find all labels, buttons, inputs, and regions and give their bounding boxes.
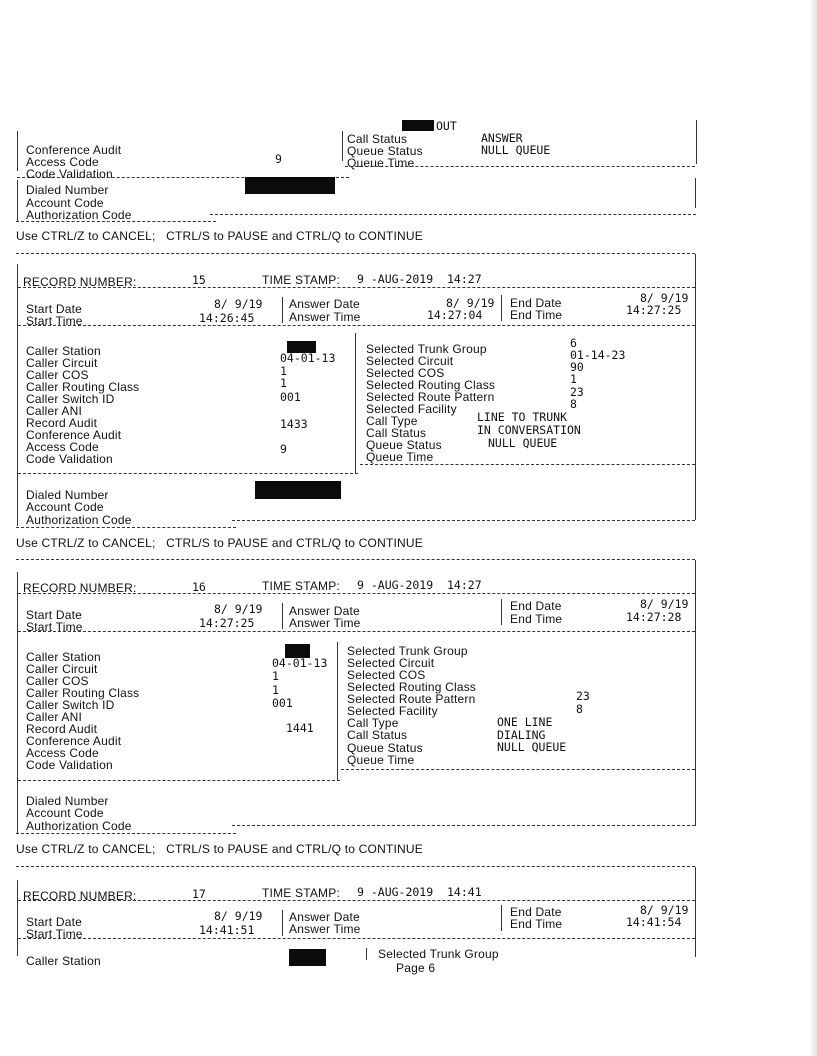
label-caller-cos: Caller COS <box>26 368 89 382</box>
label-end-time: End Time <box>510 612 563 626</box>
label-caller-station: Caller Station <box>26 344 101 358</box>
value-caller-switch-id: 001 <box>272 696 293 710</box>
label-start-time: Start Time <box>26 620 83 634</box>
left-border <box>17 880 18 956</box>
value-start-time: 14:41:51 <box>199 923 255 937</box>
page-number: Page 6 <box>396 961 436 975</box>
value-start-date: 8/ 9/19 <box>214 909 263 923</box>
label-queue-time: Queue Time <box>347 156 415 170</box>
column-divider <box>342 131 343 161</box>
record-number: 15 <box>192 273 206 287</box>
label-selected-circuit: Selected Circuit <box>366 354 454 368</box>
label-queue-time: Queue Time <box>347 753 415 767</box>
label-start-date: Start Date <box>26 302 83 316</box>
value-start-date: 8/ 9/19 <box>214 297 263 311</box>
label-selected-trunk-group: Selected Trunk Group <box>378 947 499 961</box>
label-selected-route-pattern: Selected Route Pattern <box>366 390 495 404</box>
label-queue-time: Queue Time <box>366 450 434 464</box>
redaction <box>245 177 335 194</box>
label-code-validation: Code Validation <box>26 758 113 772</box>
label-queue-status: Queue Status <box>347 144 423 158</box>
dashed-rule <box>18 631 695 632</box>
label-selected-cos: Selected COS <box>347 668 426 682</box>
column-divider <box>366 948 367 960</box>
label-start-date: Start Date <box>26 915 83 929</box>
label-caller-circuit: Caller Circuit <box>26 356 98 370</box>
value-answer-date: 8/ 9/19 <box>446 296 495 310</box>
label-account-code: Account Code <box>26 806 104 820</box>
label-access-code: Access Code <box>26 155 99 169</box>
time-stamp: 9 -AUG-2019 14:41 <box>357 885 482 899</box>
label-caller-switch-id: Caller Switch ID <box>26 392 115 406</box>
value-end-date: 8/ 9/19 <box>640 291 689 305</box>
label-selected-routing-class: Selected Routing Class <box>347 680 477 694</box>
label-record-number: RECORD NUMBER: <box>23 581 137 595</box>
label-end-date: End Date <box>510 905 562 919</box>
dashed-rule <box>16 833 236 834</box>
value-caller-switch-id: 001 <box>280 390 301 404</box>
label-access-code: Access Code <box>26 440 99 454</box>
column-divider <box>501 295 502 321</box>
label-selected-trunk-group: Selected Trunk Group <box>347 644 468 658</box>
label-caller-circuit: Caller Circuit <box>26 662 98 676</box>
dashed-rule <box>16 527 236 528</box>
label-record-number: RECORD NUMBER: <box>23 275 137 289</box>
label-selected-routing-class: Selected Routing Class <box>366 378 496 392</box>
record-number: 16 <box>192 580 206 594</box>
label-end-date: End Date <box>510 296 562 310</box>
column-divider <box>337 642 338 780</box>
value-selected-facility: 8 <box>576 702 583 716</box>
left-border <box>17 264 18 526</box>
column-divider <box>282 297 283 323</box>
label-end-time: End Time <box>510 917 563 931</box>
value-selected-circuit: 01-14-23 <box>570 348 626 362</box>
redaction <box>289 949 326 966</box>
label-call-status: Call Status <box>347 728 408 742</box>
dashed-rule <box>16 866 695 867</box>
label-call-type: Call Type <box>347 716 399 730</box>
label-queue-status: Queue Status <box>366 438 442 452</box>
dashed-rule <box>16 559 695 560</box>
dashed-rule <box>16 221 216 222</box>
label-selected-circuit: Selected Circuit <box>347 656 435 670</box>
value-answer-time: 14:27:04 <box>427 308 483 322</box>
value-record-audit: 1433 <box>280 417 308 431</box>
column-divider <box>355 333 356 473</box>
value-record-audit: 1441 <box>286 721 314 735</box>
dashed-rule <box>232 520 695 521</box>
label-account-code: Account Code <box>26 196 104 210</box>
dashed-rule <box>210 214 696 215</box>
label-start-date: Start Date <box>26 608 83 622</box>
label-code-validation: Code Validation <box>26 167 113 181</box>
label-time-stamp: TIME STAMP: <box>262 886 340 900</box>
label-selected-cos: Selected COS <box>366 366 445 380</box>
right-border <box>696 120 697 164</box>
label-answer-date: Answer Date <box>289 297 360 311</box>
label-conference-audit: Conference Audit <box>26 734 122 748</box>
time-stamp: 9 -AUG-2019 14:27 <box>357 272 482 286</box>
record-number: 17 <box>192 887 206 901</box>
dashed-rule <box>18 593 695 594</box>
label-caller-switch-id: Caller Switch ID <box>26 698 115 712</box>
value-start-time: 14:26:45 <box>199 311 255 325</box>
label-record-audit: Record Audit <box>26 722 98 736</box>
label-dialed-number: Dialed Number <box>26 488 109 502</box>
dashed-rule <box>18 780 340 781</box>
label-end-time: End Time <box>510 308 563 322</box>
value-caller-cos: 1 <box>272 669 279 683</box>
label-authorization-code: Authorization Code <box>26 513 132 527</box>
label-caller-station: Caller Station <box>26 954 101 968</box>
label-selected-route-pattern: Selected Route Pattern <box>347 692 476 706</box>
label-caller-ani: Caller ANI <box>26 404 83 418</box>
label-selected-facility: Selected Facility <box>347 704 438 718</box>
value-call-status: DIALING <box>497 728 546 742</box>
column-divider <box>282 910 283 936</box>
label-conference-audit: Conference Audit <box>26 428 122 442</box>
label-time-stamp: TIME STAMP: <box>262 579 340 593</box>
value-access-code: 9 <box>280 442 287 456</box>
scan-edge <box>809 0 817 1056</box>
value-caller-cos: 1 <box>280 364 287 378</box>
value-end-time: 14:41:54 <box>626 915 682 929</box>
dashed-rule <box>232 825 695 826</box>
label-record-number: RECORD NUMBER: <box>23 889 137 903</box>
value-selected-routing-class: 1 <box>570 372 577 386</box>
left-border <box>17 572 18 834</box>
label-dialed-number: Dialed Number <box>26 183 109 197</box>
value-selected-cos: 90 <box>570 360 584 374</box>
left-border <box>17 131 18 171</box>
label-call-status: Call Status <box>347 132 408 146</box>
label-start-time: Start Time <box>26 927 83 941</box>
dashed-rule <box>18 473 358 474</box>
value-queue-status: NULL QUEUE <box>497 740 567 754</box>
right-border <box>695 254 696 520</box>
label-selected-trunk-group: Selected Trunk Group <box>366 342 487 356</box>
value-start-date: 8/ 9/19 <box>214 602 263 616</box>
label-answer-date: Answer Date <box>289 604 360 618</box>
label-caller-routing-class: Caller Routing Class <box>26 686 140 700</box>
label-caller-station: Caller Station <box>26 650 101 664</box>
control-hint: Use CTRL/Z to CANCEL; CTRL/S to PAUSE and CTRL/Q to CONTINUE <box>16 842 423 856</box>
label-queue-status: Queue Status <box>347 741 423 755</box>
label-account-code: Account Code <box>26 500 104 514</box>
value-call-status: ANSWER <box>481 131 523 145</box>
redaction <box>255 481 341 499</box>
value-end-date: 8/ 9/19 <box>640 903 689 917</box>
left-border <box>17 180 18 222</box>
dashed-rule <box>345 166 695 167</box>
dashed-rule <box>18 900 695 901</box>
control-hint: Use CTRL/Z to CANCEL; CTRL/S to PAUSE and CTRL/Q to CONTINUE <box>16 536 423 550</box>
value-queue-status: NULL QUEUE <box>481 143 551 157</box>
dashed-rule <box>341 769 695 770</box>
label-caller-routing-class: Caller Routing Class <box>26 380 140 394</box>
value-call-type: ONE LINE <box>497 715 553 729</box>
value-selected-route-pattern: 23 <box>570 385 584 399</box>
label-end-date: End Date <box>510 599 562 613</box>
value-caller-routing-class: 1 <box>280 376 287 390</box>
label-caller-ani: Caller ANI <box>26 710 83 724</box>
dashed-rule <box>18 325 695 326</box>
dashed-rule <box>18 287 695 288</box>
dashed-rule <box>16 253 695 254</box>
value-access-code: 9 <box>275 152 282 166</box>
value-caller-circuit: 04-01-13 <box>280 351 336 365</box>
value-end-time: 14:27:28 <box>626 610 682 624</box>
value-selected-facility: 8 <box>570 397 577 411</box>
value-queue-status: NULL QUEUE <box>488 436 558 450</box>
control-hint: Use CTRL/Z to CANCEL; CTRL/S to PAUSE and CTRL/Q to CONTINUE <box>16 229 423 243</box>
label-caller-cos: Caller COS <box>26 674 89 688</box>
label-answer-time: Answer Time <box>289 310 361 324</box>
label-call-type: Call Type <box>366 414 418 428</box>
right-border <box>695 178 696 208</box>
label-authorization-code: Authorization Code <box>26 208 132 222</box>
label-selected-facility: Selected Facility <box>366 402 457 416</box>
label-start-time: Start Time <box>26 314 83 328</box>
label-call-status: Call Status <box>366 426 427 440</box>
dashed-rule <box>18 938 695 939</box>
label-code-validation: Code Validation <box>26 452 113 466</box>
label-conference-audit: Conference Audit <box>26 143 122 157</box>
label-time-stamp: TIME STAMP: <box>262 273 340 287</box>
value-end-time: 14:27:25 <box>626 303 682 317</box>
value-selected-route-pattern: 23 <box>576 689 590 703</box>
label-answer-date: Answer Date <box>289 910 360 924</box>
column-divider <box>501 905 502 931</box>
call-type-value: OUT <box>436 119 457 133</box>
label-record-audit: Record Audit <box>26 416 98 430</box>
value-caller-routing-class: 1 <box>272 683 279 697</box>
value-selected-trunk-group: 6 <box>570 336 577 350</box>
right-border <box>695 867 696 957</box>
time-stamp: 9 -AUG-2019 14:27 <box>357 578 482 592</box>
value-caller-circuit: 04-01-13 <box>272 656 328 670</box>
label-access-code: Access Code <box>26 746 99 760</box>
column-divider <box>282 603 283 629</box>
value-call-status: IN CONVERSATION <box>477 423 581 437</box>
label-answer-time: Answer Time <box>289 616 361 630</box>
value-call-type: LINE TO TRUNK <box>477 410 568 424</box>
dashed-rule <box>360 464 695 465</box>
right-border <box>695 560 696 826</box>
label-answer-time: Answer Time <box>289 922 361 936</box>
label-dialed-number: Dialed Number <box>26 794 109 808</box>
column-divider <box>501 599 502 625</box>
redaction <box>402 120 434 131</box>
value-start-time: 14:27:25 <box>199 616 255 630</box>
value-end-date: 8/ 9/19 <box>640 597 689 611</box>
label-authorization-code: Authorization Code <box>26 819 132 833</box>
